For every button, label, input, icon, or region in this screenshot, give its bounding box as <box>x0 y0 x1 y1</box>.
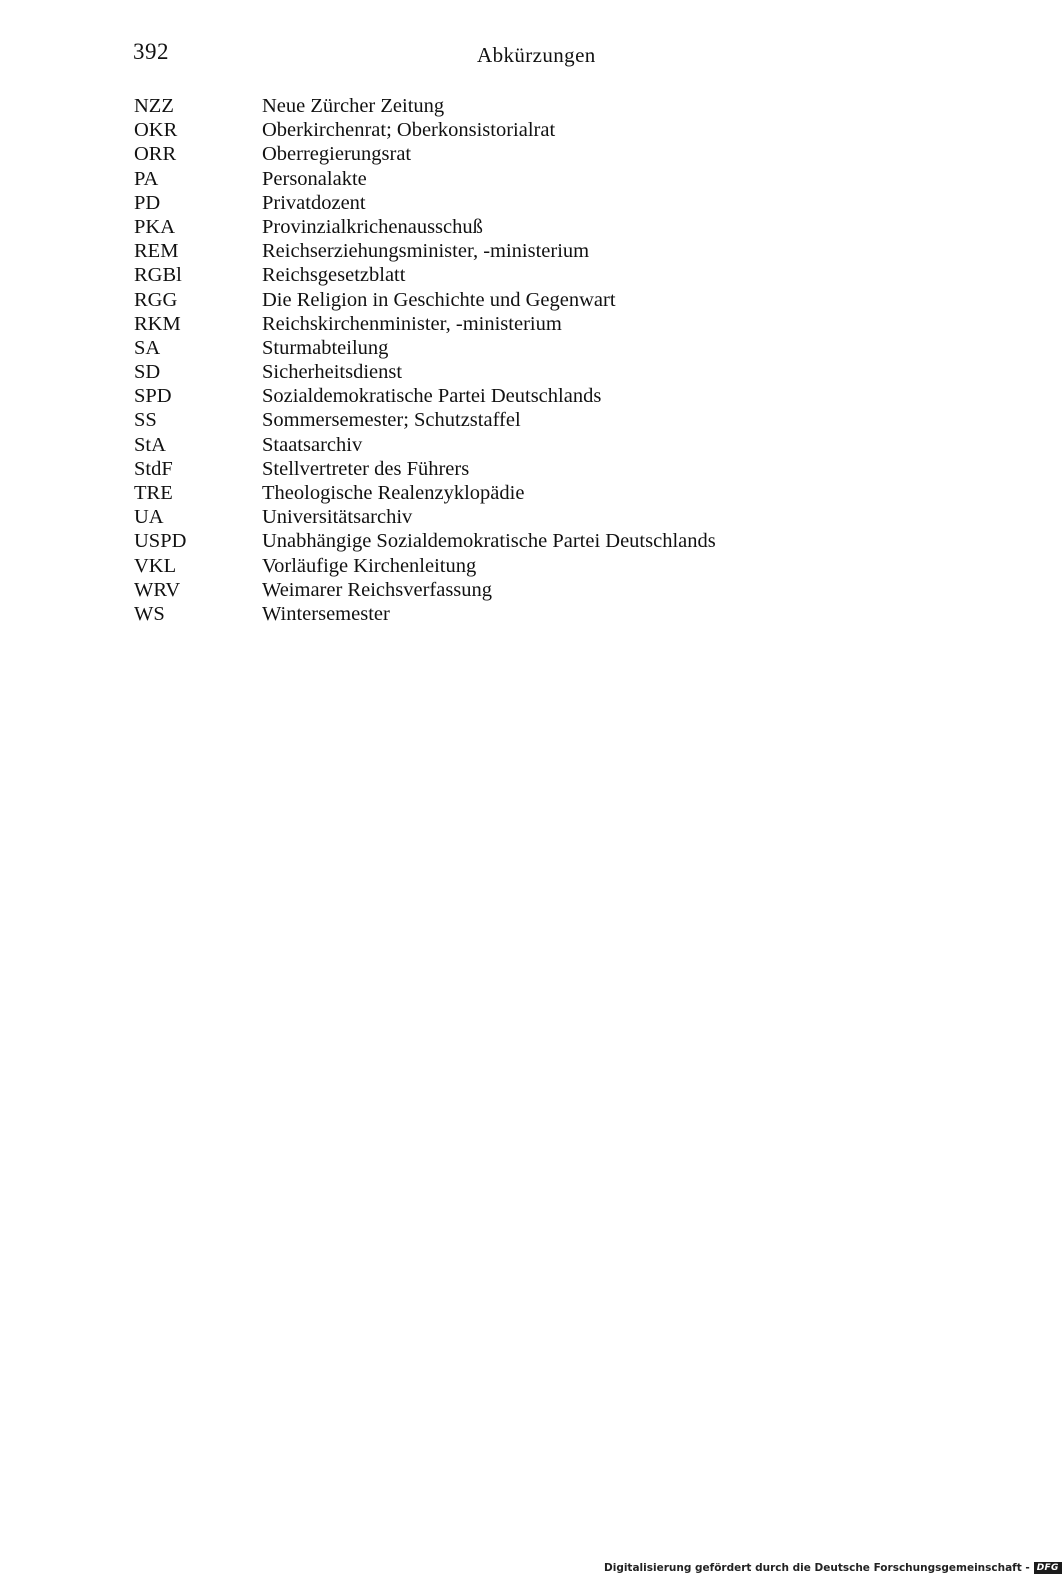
abbreviation-meaning: Weimarer Reichsverfassung <box>262 578 493 601</box>
abbreviation-meaning: Sicherheitsdienst <box>262 361 403 384</box>
abbreviation: TRE <box>134 482 173 504</box>
list-item <box>134 457 894 481</box>
abbreviation-meaning: Vorläufige Kirchenleitung <box>262 554 477 577</box>
abbreviation: REM <box>134 240 179 263</box>
abbreviation-meaning: Reichskirchenminister, -ministerium <box>262 312 562 335</box>
list-item <box>134 505 894 529</box>
abbreviation: OKR <box>134 119 178 142</box>
dfg-logo: DFG <box>1034 1562 1062 1574</box>
list-item <box>134 239 894 263</box>
abbreviation: SD <box>134 361 161 384</box>
list-item <box>134 118 894 142</box>
list-item <box>134 312 894 336</box>
list-item <box>134 481 894 505</box>
abbreviation-meaning: Provinzialkrichenausschuß <box>262 215 483 238</box>
abbreviation: SS <box>134 409 157 432</box>
abbreviation-meaning: Oberregierungsrat <box>262 143 412 166</box>
list-item <box>134 167 894 191</box>
abbreviation-meaning: Privatdozent <box>262 191 366 214</box>
abbreviation: UA <box>134 506 164 529</box>
abbreviation: PA <box>134 167 159 190</box>
list-item <box>134 384 894 408</box>
list-item <box>134 191 894 215</box>
abbreviation: NZZ <box>134 95 174 117</box>
list-item <box>134 602 894 626</box>
list-item <box>134 360 894 384</box>
list-item <box>134 433 894 457</box>
abbreviation-meaning: Reichsgesetzblatt <box>262 264 406 287</box>
list-item <box>134 529 894 553</box>
abbreviation: RKM <box>134 312 181 335</box>
abbreviation: RGBl <box>134 264 182 287</box>
abbreviation-meaning: Reichserziehungsminister, -ministerium <box>262 240 590 263</box>
list-item <box>134 336 894 360</box>
abbreviation: SPD <box>134 385 172 408</box>
abbreviation: WS <box>134 602 165 625</box>
abbreviation-meaning: Die Religion in Geschichte und Gegenwart <box>262 288 616 311</box>
abbreviation-meaning: Personalakte <box>262 167 367 190</box>
abbreviation: VKL <box>134 554 177 577</box>
list-item <box>134 408 894 432</box>
abbreviation: PKA <box>134 215 176 238</box>
abbreviation-meaning: Staatsarchiv <box>262 433 363 456</box>
abbreviation-meaning: Sozialdemokratische Partei Deutschlands <box>262 385 602 408</box>
credit-text: Digitalisierung gefördert durch die Deutsche Forschungsgemeinschaft - <box>604 1562 1030 1574</box>
abbreviation-meaning: Stellvertreter des Führers <box>262 457 470 480</box>
abbreviation-meaning: Theologische Realenzyklopädie <box>262 482 525 504</box>
abbreviation: ORR <box>134 143 177 166</box>
abbreviation-meaning: Wintersemester <box>262 602 390 625</box>
list-item <box>134 288 894 312</box>
list-item <box>134 215 894 239</box>
abbreviation-meaning: Universitätsarchiv <box>262 506 413 529</box>
abbreviation: USPD <box>134 530 187 553</box>
abbreviation-meaning: Oberkirchenrat; Oberkonsistorialrat <box>262 119 556 142</box>
digitization-credit <box>604 1560 1062 1576</box>
abbreviation: WRV <box>134 578 181 601</box>
list-item <box>134 94 894 118</box>
list-item <box>134 263 894 287</box>
abbreviation: SA <box>134 336 161 359</box>
abbreviation-list <box>134 94 894 626</box>
page-number: 392 <box>133 39 169 64</box>
running-title: Abkürzungen <box>477 43 596 67</box>
list-item <box>134 554 894 578</box>
abbreviation: StdF <box>134 457 173 480</box>
list-item <box>134 578 894 602</box>
abbreviation: StA <box>134 433 166 456</box>
abbreviation: PD <box>134 191 161 214</box>
abbreviation-meaning: Sommersemester; Schutzstaffel <box>262 409 521 432</box>
abbreviation-meaning: Unabhängige Sozialdemokratische Partei Deutschlands <box>262 530 716 553</box>
abbreviation-meaning: Sturmabteilung <box>262 336 389 359</box>
abbreviation-meaning: Neue Zürcher Zeitung <box>262 95 445 117</box>
abbreviation: RGG <box>134 288 178 311</box>
list-item <box>134 142 894 166</box>
